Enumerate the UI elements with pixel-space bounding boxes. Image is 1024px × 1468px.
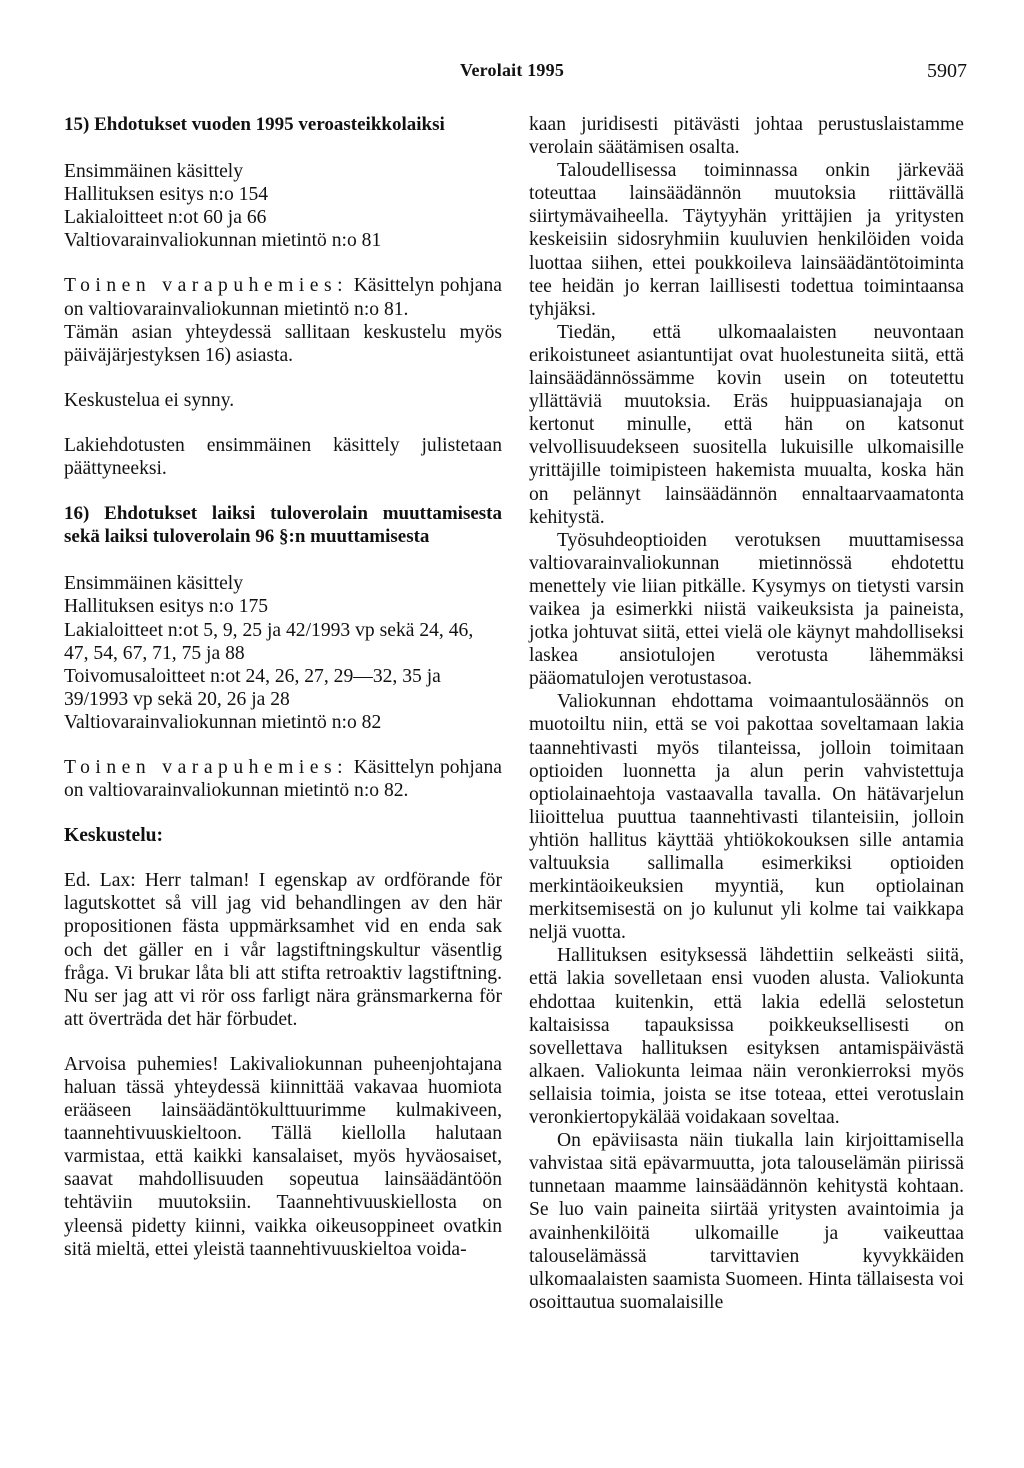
speaker-name: Toinen varapuhemies: (64, 275, 349, 297)
government-bill-ref: Hallituksen esitys n:o 154 (64, 184, 269, 206)
committee-report-ref: Valtiovarainvaliokunnan mietintö n:o 81 (64, 230, 382, 252)
committee-report-ref: Valtiovarainvaliokunnan mietintö n:o 82 (64, 711, 382, 733)
speech-paragraph (64, 869, 502, 1031)
paragraph-text: Käsittelyn pohjana on valtiovarainvaliokunnan mietintö n:o 81. (64, 275, 502, 320)
speech-text: Arvoisa puhemies! Lakivaliokunnan puheenjohtajana haluan tässä yhteydessä kiinnittää vakavaa huomiota erääseen lainsäädäntökulttuurimme kulmakiveen, taannehtivuuskieltoon. Tällä kiellolla halutaan varmistaa, että kaikki kansalaiset, myös hyväosaiset, saavat mahdollisuuden sopeutua lainsäädäntöön tehtäviin muutoksiin. Taannehtivuuskiellosta on yleensä pidetty kiinni, vaikka oikeusoppineet ovatkin sitä mieltä, ettei yleistä taannehtivuuskieltoa voida- (64, 1053, 502, 1260)
reading-label: Ensimmäinen käsittely (64, 573, 244, 595)
running-title: Verolait 1995 (459, 60, 565, 80)
speech-text: Valiokunnan ehdottama voimaantulosäännös on muotoiltu niin, että se voi pakottaa soveltamaan lakia taannehtivasti myös tilanteissa, jolloin toimitaan optioiden luonnetta ja alun perin vahvistettuja optiolainaehtoja vastaavalla tavalla. On hätävarjelun liioittelua puuttua taannehtivasti tilanteisiin, jolloin yhtiön hallitus käyttää yhtiökokouksen sille antamia valtuuksia sallimalla esimerkiksi optioiden merkintäoikeuksien myyntiä, kun optiolainan merkitsemisestä on jo kulunut yli kolme tai vaikkapa neljä vuotta. (529, 691, 964, 944)
petition-motions-ref: Toivomusaloitteet n:ot 24, 26, 27, 29—32, 35 ja 39/1993 vp sekä 20, 26 ja 28 (64, 665, 441, 710)
speech-text: Taloudellisessa toiminnassa onkin järkevää toteuttaa lainsäädännön muutoksia riittävällä siirtymävaiheella. Täytyyhän yrittäjien ja yritysten keskeisiin sidosryhmiin kuuluvien henkilöiden voida luottaa siihen, ettei poukkoileva lainsäädäntötoiminta tee heidän jo kerran laillisesti todettua toimintaansa tyhjäksi. (529, 160, 964, 320)
speech-text: On epäviisasta näin tiukalla lain kirjoittamisella vahvistaa sitä epävarmuutta, jota talouselämän piirissä tunnetaan maamme lainsäädännön kehitystä kohtaan. Se luo vain paineita siirtää yritysten avaintoimia ja avainhenkilöitä ulkomaille ja vaikeuttaa talouselämässä tarvittavien kyvykkäiden ulkomaalaisten saamista Suomeen. Hinta tällaisesta voi osoittautua suomalaisille (529, 1130, 964, 1313)
section-16-heading: 16) Ehdotukset laiksi tuloverolain muuttamisesta sekä laiksi tuloverolain 96 §:n muuttamisesta (64, 503, 502, 548)
reading-label: Ensimmäinen käsittely (64, 161, 244, 183)
paragraph-text: Tämän asian yhteydessä sallitaan keskustelu myös päiväjärjestyksen 16) asiasta. (64, 321, 502, 366)
speaker-paragraph (64, 274, 502, 320)
legislative-motions-ref: Lakialoitteet n:ot 60 ja 66 (64, 207, 267, 229)
speech-text: kaan juridisesti pitävästi johtaa perustuslaistamme verolain säätämisen osalta. (529, 114, 964, 159)
page-number: 5907 (927, 60, 967, 82)
speech-text: Tiedän, että ulkomaalaisten neuvontaan erikoistuneet asiantuntijat ovat huolestuneita siitä, että lainsäädännössämme kovin usein on toteutettu yllättäviä muutoksia. Eräs huippuasianajaja on kertonut minulle, että hän on katsonut velvollisuudekseen suositella lukuisille ulkomaisille yrittäjille toimipisteen hakemista muualta, koska hän on pelännyt lainsäädännön ennaltaarvaamatonta kehitystä. (529, 321, 964, 528)
paragraph-text: Käsittelyn pohjana on valtiovarainvaliokunnan mietintö n:o 82. (64, 756, 502, 802)
speaker-name: Ed. Lax: (64, 870, 136, 892)
government-bill-ref: Hallituksen esitys n:o 175 (64, 596, 269, 618)
paragraph-text: Lakiehdotusten ensimmäinen käsittely julistetaan päättyneeksi. (64, 434, 502, 480)
speech-text: Hallituksen esityksessä lähdettiin selkeästi siitä, että lakia sovelletaan ensi vuoden alusta. Valiokunta ehdottaa kuitenkin, että lakia edellä selostetun kaltaisissa tapauksissa poikkeuksellisesti on sovellettava hallituksen esityksen antamispäivästä alkaen. Valiokunta leimaa näin veronkierroksi myös sellaisia toimia, joista se itse toteaa, ettei verotuslain veronkiertopykälää voidakaan soveltaa. (529, 945, 964, 1129)
speaker-paragraph (64, 756, 502, 802)
discussion-label: Keskustelu: (64, 825, 164, 847)
speech-text: Työsuhdeoptioiden verotuksen muuttamisessa valtiovarainvaliokunnan mietinnössä ehdotettu menettely vie liian pitkälle. Kysymys on tietysti varsin vaikea ja esimerkki niistä vaikeuksista ja paineista, jotka johtuvat siitä, ettei vielä ole käynyt mahdolliseksi laskea ansiotulojen verotusta lähemmäksi pääomatulojen verotustasoa. (529, 529, 964, 690)
paragraph-text: Keskustelua ei synny. (64, 389, 235, 411)
legislative-motions-ref: Lakialoitteet n:ot 5, 9, 25 ja 42/1993 vp sekä 24, 46, 47, 54, 67, 71, 75 ja 88 (64, 619, 474, 664)
speech-text: Herr talman! I egenskap av ordförande för lagutskottet så vill jag vid behandlingen av den här propositionen fästa uppmärksamhet vid en enda sak och det gäller en i vår lagstiftningskultur väsentlig fråga. Vi brukar låta bli att stifta retroaktiv lagstiftning. Nu ser jag att vi rör oss farligt nära gränsmarkerna för att överträda det här förbudet. (64, 870, 503, 1030)
speaker-name: Toinen varapuhemies: (64, 756, 349, 778)
section-15-heading: 15) Ehdotukset vuoden 1995 veroasteikkolaiksi (64, 114, 445, 135)
right-column (529, 113, 964, 1314)
left-column (64, 113, 502, 1261)
